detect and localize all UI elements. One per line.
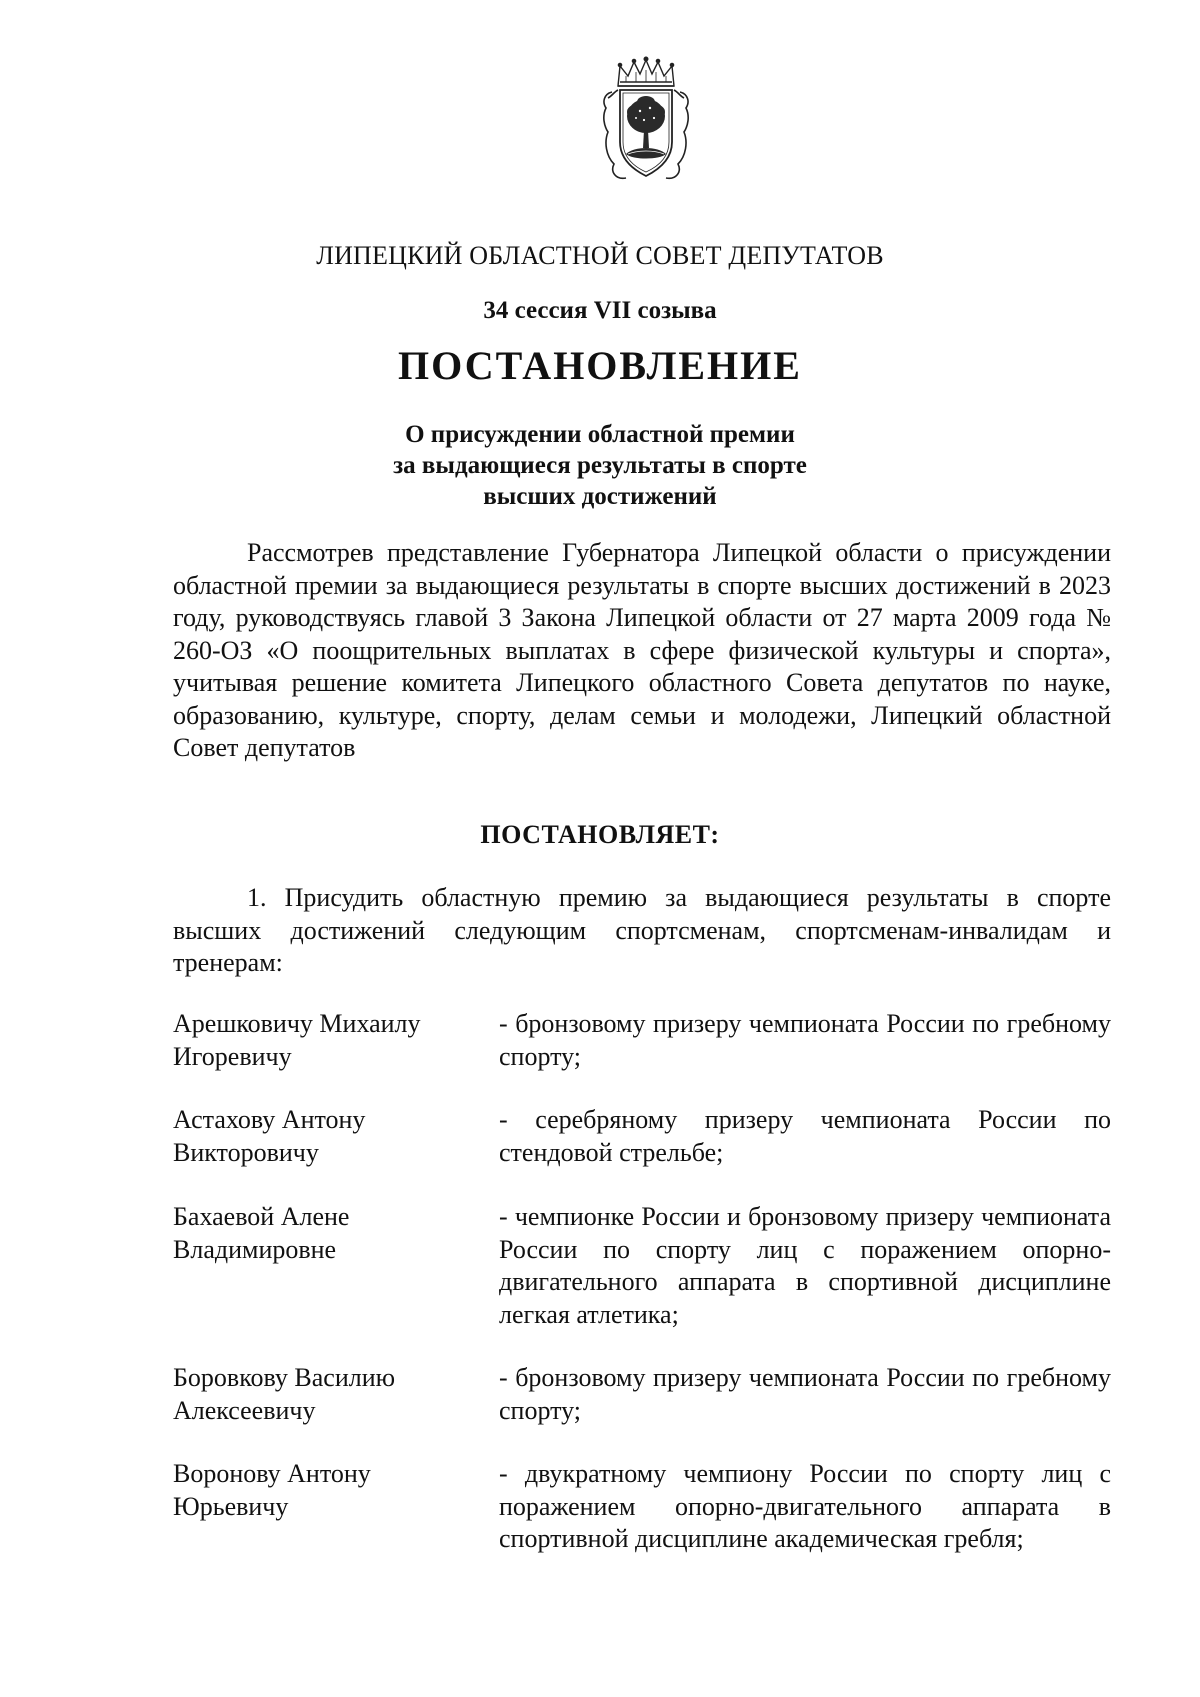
- awardee-name-line: Астахову Антону: [173, 1105, 366, 1134]
- subject-line: за выдающиеся результаты в спорте: [393, 452, 807, 479]
- awardee-description: - бронзовому призеру чемпионата России по гребному спорту;: [499, 1009, 1111, 1071]
- awardee-description: - чемпионке России и бронзовому призеру чемпионата России по спорту лиц с поражением опорно-двигательного аппарата в спортивной дисциплине легкая атлетика;: [499, 1202, 1111, 1329]
- clause-1-paragraph: 1. Присудить областную премию за выдающиеся результаты в спорте высших достижений следующим спортсменам, спортсменам-инвалидам и тренерам:: [173, 883, 1111, 977]
- coat-of-arms-icon: [598, 56, 694, 186]
- awardee-name-line: Юрьевичу: [173, 1491, 289, 1521]
- awardee-description: - двукратному чемпиону России по спорту лиц с поражением опорно-двигательного аппарата в спортивной дисциплине академическая гребля;: [499, 1459, 1111, 1553]
- awardee-name-line: Воронову Антону: [173, 1459, 371, 1488]
- preamble-paragraph: Рассмотрев представление Губернатора Липецкой области о присуждении областной премии за выдающиеся результаты в спорте высших достижений в 2023 году, руководствуясь главой 3 Закона Липецкой области от 27 марта 2009 года № 260-ОЗ «О поощрительных выплатах в сфере физической культуры и спорта», учитывая решение комитета Липецкого областного Совета депутатов по науке, образованию, культуре, спорту, делам семьи и молодежи, Липецкий областной Совет депутатов: [173, 538, 1111, 762]
- session-number: 34 сессия VII созыва: [483, 297, 717, 324]
- resolves-heading: ПОСТАНОВЛЯЕТ:: [480, 820, 720, 849]
- awardee-description: - серебряному призеру чемпионата России по стендовой стрельбе;: [499, 1105, 1111, 1167]
- awardee-name-line: Бахаевой Алене: [173, 1202, 350, 1231]
- awardee-description: - бронзовому призеру чемпионата России по гребному спорту;: [499, 1363, 1111, 1425]
- awardee-name: [173, 1458, 473, 1523]
- awardee-name-line: Арешковичу Михаилу: [173, 1009, 421, 1038]
- document-subject: [0, 419, 1200, 512]
- awardee-name-line: Викторовичу: [173, 1137, 319, 1167]
- awardee-name: [173, 1008, 473, 1073]
- subject-line: О присуждении областной премии: [405, 421, 795, 448]
- subject-line: высших достижений: [483, 483, 717, 510]
- document-type: ПОСТАНОВЛЕНИЕ: [398, 343, 802, 388]
- awardee-name: [173, 1104, 473, 1169]
- awardee-name-line: Владимировне: [173, 1234, 337, 1264]
- awardee-name: [173, 1201, 473, 1266]
- awardee-name: [173, 1362, 473, 1427]
- organization-name: ЛИПЕЦКИЙ ОБЛАСТНОЙ СОВЕТ ДЕПУТАТОВ: [316, 241, 884, 270]
- awardee-name-line: Боровкову Василию: [173, 1363, 396, 1392]
- awardee-name-line: Игоревичу: [173, 1041, 292, 1071]
- awardee-name-line: Алексеевичу: [173, 1395, 316, 1425]
